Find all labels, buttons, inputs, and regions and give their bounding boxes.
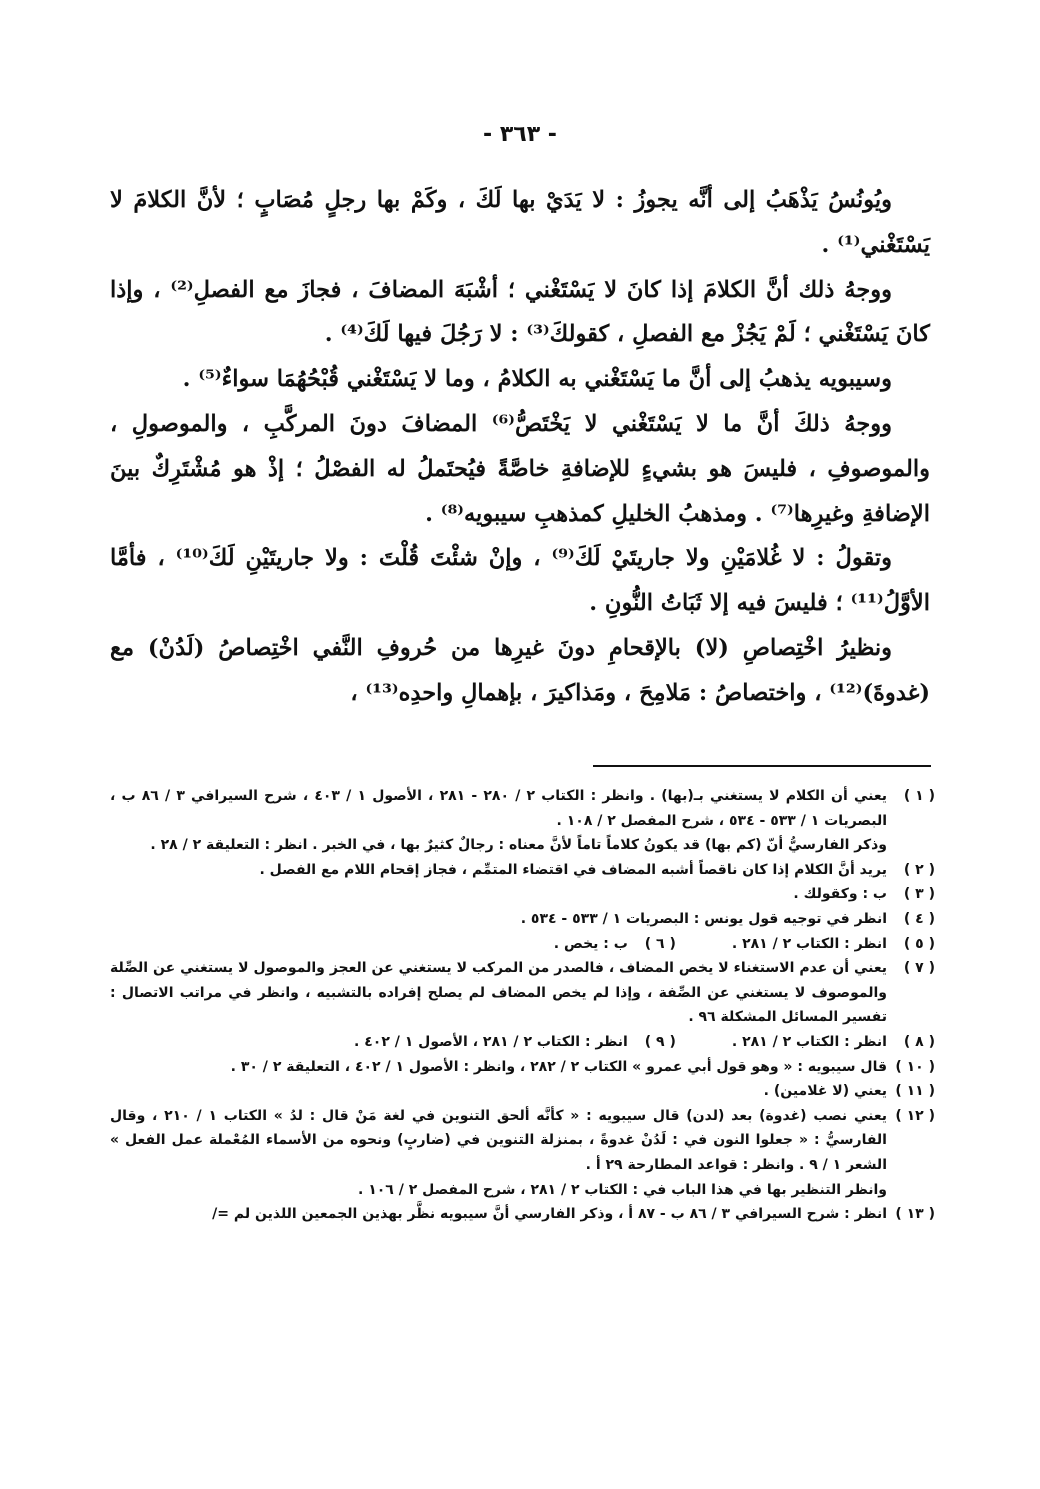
footnote-7 (110, 956, 935, 1030)
footnote-row-8-9 (110, 1030, 935, 1055)
footnote-text: انظر : شرح السيرافي ٣ / ٨٦ ب - ٨٧ أ ، وذكر الفارسي أنَّ سيبويه نظَّر بهذين الجمعين اللذين لم =/ (212, 1206, 887, 1223)
footnote-5 (732, 932, 935, 957)
footnote-13 (110, 1202, 935, 1227)
footnote-text: ب : وكقولك . (793, 886, 887, 903)
body-paragraph: وسيبويه يذهبُ إلى أنَّ ما يَسْتَغْني به الكلامُ ، وما لا يَسْتَغْني قُبْحُهُمَا سواءٌ⁽⁵⁾ . (182, 366, 892, 393)
footnote-number: ( ٨ ) (903, 1033, 935, 1050)
footnote-text: ب : يخص . (553, 935, 628, 952)
footnote-text: يريد أنَّ الكلام إذا كان ناقصاً أشبه المضاف في اقتضاء المتمِّم ، فجاز إقحام اللام مع الفصل . (259, 861, 887, 878)
body-paragraph: ونظيرُ اخْتِصاصِ (لا) بالإقحامِ دونَ غيرِها من حُروفِ النَّفي اخْتِصاصُ (لَدُنْ) مع (غدوةَ)⁽¹²⁾ ، واختصاصُ : مَلامِحَ ، ومَذاكيرَ ، بإهمالِ واحدِه⁽¹³⁾ ، (110, 634, 930, 706)
footnote-number: ( ٥ ) (903, 935, 935, 952)
footnote-9 (354, 1030, 676, 1055)
footnotes (110, 784, 935, 1227)
footnote-row-5-6 (110, 932, 935, 957)
body-paragraph: ويُونُسُ يَذْهَبُ إلى أنَّه يجوزُ : لا يَدَيْ بها لَكَ ، وكَمْ بها رجلٍ مُصَابٍ ؛ لأنَّ الكلامَ لا يَسْتَغْني⁽¹⁾ . (110, 187, 930, 258)
footnote-1 (110, 784, 935, 833)
footnote-12 (110, 1104, 935, 1178)
footnote-text: انظر : الكتاب ٢ / ٢٨١ . (731, 935, 887, 952)
footnote-4 (110, 907, 935, 932)
footnote-text: انظر : الكتاب ٢ / ٢٨١ . (731, 1033, 887, 1050)
main-text (110, 178, 930, 716)
footnote-text: انظر : الكتاب ٢ / ٢٨١ ، الأصول ١ / ٤٠٢ . (354, 1033, 628, 1050)
footnote-number: ( ١٣ ) (895, 1206, 935, 1223)
footnote-number: ( ٣ ) (903, 886, 935, 903)
footnote-number: ( ١١ ) (895, 1083, 935, 1100)
footnote-text: يعني أن الكلام لا يستغني بـ(بها) . وانظر : الكتاب ٢ / ٢٨٠ - ٢٨١ ، الأصول ١ / ٤٠٣ ، شرح السيرافي ٣ / ٨٦ ب ، البصريات ١ / ٥٣٣ - ٥٣٤ ، شرح المفصل ٢ / ١٠٨ . (110, 788, 887, 829)
footnote-separator (593, 765, 931, 767)
footnote-1-continuation: وذكر الفارسيُّ أنّ (كم بها) قد يكونُ كلاماً تاماً لأنَّ معناه : رجالٌ كثيرٌ بها ، في الخبر . انظر : التعليقة ٢ / ٢٨ . (150, 837, 887, 854)
body-paragraph: ووجهُ ذلك أنَّ الكلامَ إذا كانَ لا يَسْتَغْني ؛ أشْبَهَ المضافَ ، فجازَ مع الفصلِ⁽²⁾ ، وإذا كانَ يَسْتَغْني ؛ لَمْ يَجُزْ مع الفصلِ ، كقولكَ⁽³⁾ : لا رَجُلَ فيها لَكَ⁽⁴⁾ . (110, 276, 930, 348)
footnote-number: ( ٩ ) (644, 1033, 676, 1050)
footnote-text: يعني نصب (غدوة) بعد (لدن) قال سيبويه : « كأنَّه ألحق التنوين في لغة مَنْ قال : لدُ » الكتاب ١ / ٢١٠ ، وقال الفارسيُّ : « جعلوا النون في : لَدُنْ غدوةً ، بمنزلة التنوين في (ضاربٍ) ونحوه من الأسماء المُعْملة عمل الفعل » الشعر ١ / ٩ . وانظر : قواعد المطارحة ٢٩ أ . (110, 1107, 887, 1173)
footnote-8 (732, 1030, 935, 1055)
footnote-2 (110, 858, 935, 883)
footnote-6 (554, 932, 676, 957)
footnote-11 (110, 1079, 935, 1104)
footnote-10 (110, 1055, 935, 1080)
footnote-number: ( ٦ ) (644, 935, 676, 952)
footnote-text: يعني أن عدم الاستغناء لا يخص المضاف ، فالصدر من المركب لا يستغني عن العجز والموصول لا يستغني عن الصِّلة والموصوف لا يستغني عن الصِّفة ، وإذا لم يخص المضاف لم يصلح إفراده بالتشبيه ، وانظر في مراتب الاتصال : تفسير المسائل المشكلة ٩٦ . (110, 960, 887, 1026)
body-paragraph: وتقولُ : لا غُلامَيْنِ ولا جاريتَيْ لَكَ⁽⁹⁾ ، وإنْ شئْتَ قُلْتَ : ولا جاريتَيْنِ لَكَ⁽¹⁰⁾ ، فأمَّا الأوَّلُ⁽¹¹⁾ ؛ فليسَ فيه إلا ثَبَاتُ النُّونِ . (110, 545, 930, 617)
footnote-number: ( ٧ ) (903, 960, 935, 977)
footnote-text: قال سيبويه : « وهو قول أبي عمرو » الكتاب ٢ / ٢٨٢ ، وانظر : الأصول ١ / ٤٠٢ ، التعليقة ٢ / ٣٠ . (230, 1058, 887, 1075)
footnote-3 (110, 882, 935, 907)
footnote-number: ( ١٢ ) (895, 1107, 935, 1124)
body-paragraph: ووجهُ ذلكَ أنَّ ما لا يَسْتَغْني لا يَخْتَصُّ⁽⁶⁾ المضافَ دونَ المركَّبِ ، والموصولِ ، والموصوفِ ، فليسَ هو بشيءٍ للإضافةِ خاصَّةً فيُحتَملُ له الفصْلُ ؛ إذْ هو مُشْتَرِكٌ بينَ الإضافةِ وغيرِها⁽⁷⁾ . ومذهبُ الخليلِ كمذهبِ سيبويه⁽⁸⁾ . (110, 410, 930, 527)
footnote-12-continuation: وانظر التنظير بها في هذا الباب في : الكتاب ٢ / ٢٨١ ، شرح المفصل ٢ / ١٠٦ . (358, 1181, 887, 1198)
page-number: - ٣٦٣ - (483, 122, 557, 147)
footnote-number: ( ١٠ ) (895, 1058, 935, 1075)
footnote-number: ( ١ ) (903, 788, 935, 804)
footnote-number: ( ٢ ) (903, 861, 935, 878)
footnote-number: ( ٤ ) (903, 910, 935, 927)
footnote-text: يعني (لا غلامين) . (763, 1083, 887, 1100)
footnote-text: انظر في توجيه قول يونس : البصريات ١ / ٥٣٣ - ٥٣٤ . (520, 910, 887, 927)
